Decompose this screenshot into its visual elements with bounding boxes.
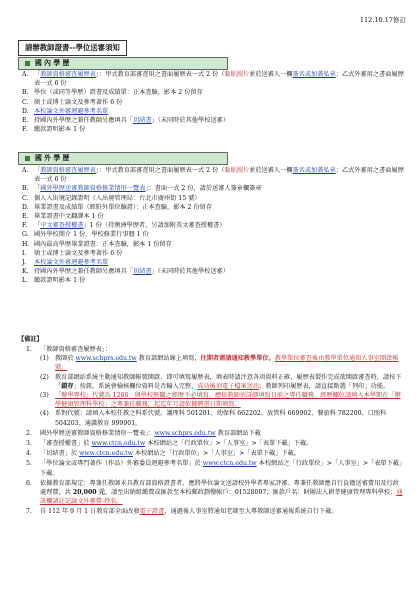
- form-link[interactable]: 簽名或加蓋私章: [292, 71, 336, 78]
- foreign-item: [22, 203, 408, 212]
- domestic-item: [22, 107, 408, 116]
- form-link[interactable]: 切結書: [133, 268, 152, 276]
- foreign-item: [22, 258, 408, 267]
- note-5: 5. 「學位論文或專門著作（作品）外審委員迴避參考名單」於 www.ctcn.edu.tw 本校網站之「行政單位」>「人事室」>「表單下載」下載。: [26, 460, 403, 477]
- note-1-sub-1: (1) 教師於 www.schprs.edu.tw 教育部網站線上填寫，往期者需請通知教學單位。教學單位審查後由教學單位通知人事室開啟帳號。: [40, 355, 399, 372]
- form-link[interactable]: 中文審查授權書: [40, 222, 84, 230]
- item-text: 」1 份（持澳洲學歷者，另請加附英文審查授權書）: [83, 222, 226, 230]
- title-box: [18, 40, 127, 56]
- note-4: 4. 「切結書」於 www.ctcn.edu.tw 本校網站之「行政單位」>「人事室」>「表單下載」下載。: [26, 450, 300, 458]
- form-link[interactable]: 教師資格審查履歷表: [40, 167, 96, 174]
- item-letter: E.: [22, 117, 29, 125]
- foreign-item: [22, 240, 408, 249]
- item-text: ；乙式外審用之書面履歷表一式 6 份: [34, 167, 404, 184]
- foreign-item: [22, 249, 408, 258]
- item-text: 畢業證書中文翻譯本 1 份: [34, 213, 104, 221]
- item-letter: C.: [22, 98, 29, 106]
- domestic-item: [22, 88, 408, 97]
- note-1-sub-3: (3) 「辦學專校」代號為 1286：與學校無關之經歷不必填寫，應依教師須詳細填寫目前之專任職務，經歷欄位請填入本學期在「辦學健康管理科學校」之專兼任職務，起迄年月請依據聘書日期填寫。: [40, 392, 401, 409]
- item-letter: D.: [22, 107, 29, 115]
- schprs-link[interactable]: www.schprs.edu.tw: [75, 355, 137, 363]
- item-text: 黏貼照片: [224, 167, 250, 174]
- item-letter: K.: [22, 268, 29, 276]
- item-text: 繳款證明影本 1 份: [34, 277, 86, 285]
- note-7: 7. 自 112 年 9 月 1 日教育部全面改發電子證書，通過後人事室將通知老師至大專教師送審通報系統自行下載。: [26, 508, 338, 516]
- item-text: 」：甲式教育部審查用之書面履歷表一式 2 份（: [95, 167, 225, 174]
- item-text: 碩士或博士論文及參考著作 6 份: [34, 98, 123, 106]
- item-letter: H.: [22, 240, 30, 248]
- foreign-checklist: [22, 166, 408, 286]
- item-text: 國內最高學歷畢業證書：正本查驗，影本 1 份留存: [34, 240, 172, 248]
- item-text: 「: [34, 71, 41, 78]
- item-letter: F.: [22, 222, 28, 230]
- item-letter: B.: [22, 89, 29, 97]
- item-text: 持國內外學歷之兼任教師另應填具「: [34, 117, 133, 125]
- item-letter: D.: [22, 203, 29, 211]
- item-text: 持國內外學歷之兼任教師另應填具「: [34, 268, 133, 276]
- domestic-item: [22, 98, 408, 107]
- note-1: 1. 「教師資格審查履歷表」： (1) 教師於 www.schprs.edu.tw 教育部網站線上填寫，往期者需請通知教學單位。教學單位審查後由教學單位通知人事室開啟帳號。 (2) 教育部網站系統主動通知教師帳號開啟，即可填寫履歷表，填表時請注意各項資料正確，履歷表製作完成欲開啟審查時，請按下「鎖存」按鈕，系統會檢核欄位資料是否輸入完整，成功後須電子檔案送出；教師列印履歷表，請直接點選「列印」功能。 (3) 「辦學專校」代號為 1286：與學校無關之經歷不必填寫，應依教師須詳細填寫目前之專任職務，經歷欄位請填入本學期在「辦學健康管理科學校」之專兼任職務，起迄年月請依據聘書日期填寫。 (4) 系對代號：請填入本校任教之科系代號。護理科 501201、幼保科 662202、放管科 669902、餐旅科 782200、口照科 504203、通識教育 999901。: [26, 345, 404, 428]
- ctcn-link[interactable]: www.ctcn.edu.tw: [91, 440, 146, 448]
- foreign-item: [22, 194, 408, 203]
- notes-list: [26, 345, 404, 518]
- square-bullet-icon: [25, 61, 30, 66]
- ctcn-link[interactable]: www.ctcn.edu.tw: [202, 460, 257, 468]
- domestic-checklist: [22, 70, 408, 134]
- notes-heading: 【備註】: [18, 336, 43, 343]
- form-link[interactable]: 本校論文外審迴避參考名單: [34, 107, 109, 115]
- item-text: 繳款證明影本 1 份: [34, 126, 86, 134]
- note-1-sub-4: (4) 系對代號：請填入本校任教之科系代號。護理科 501201、幼保科 662202、放管科 669902、餐旅科 782200、口照科 504203、通識教育 999901。: [40, 410, 387, 427]
- item-text: 並於送審人一欄: [249, 71, 293, 78]
- item-letter: C.: [22, 194, 29, 202]
- form-link[interactable]: 本校論文外審迴避參考名單: [34, 259, 109, 267]
- item-text: 」：甲式教育部審查用之書面履歷表一式 2 份（: [95, 71, 225, 78]
- item-text: 黏貼照片: [224, 71, 250, 78]
- item-text: 學位（或同等學歷）證書及成績單：正本查驗，影本 2 份留存: [34, 89, 203, 97]
- item-text: 國外學校簡介 1 份、學校修業行事曆 1 份: [34, 231, 149, 239]
- item-letter: A.: [22, 71, 29, 78]
- item-text: 」（未同時於其他學校送審）: [151, 117, 229, 125]
- note-6: 6. 依據教育部規定：專兼任教師未具教育部資格證書者，應將學位論文送請校外學者專家評審。專兼任教師應自行負擔送審費用及行政處理費，共 20,000 元，請至出納組繳費或匯款至本校郵政劃撥帳戶：01528007；匯款戶名：財團法人耕莘健康管理專科學校；通訊欄請註記論文外審費-姓名。: [26, 479, 403, 506]
- item-text: ；乙式外審用之書面履歷表一式 6 份: [34, 71, 404, 88]
- form-link[interactable]: 國外學歷送審教師資格修業情形一覽表: [40, 185, 146, 193]
- foreign-item: [22, 184, 408, 193]
- item-letter: L.: [22, 277, 29, 285]
- item-text: 」：書面一式 2 份，請於送審人簽章欄簽章: [145, 185, 262, 193]
- page-title: 請辦教師證書--學位送審須知: [18, 40, 127, 56]
- form-link[interactable]: 切結書: [133, 117, 152, 125]
- item-text: 」（未同時於其他學校送審）: [151, 268, 229, 276]
- foreign-item: [22, 230, 408, 239]
- schprs-link[interactable]: www.schprs.edu.tw: [154, 429, 216, 437]
- note-1-sub-2: (2) 教育部網站系統主動通知教師帳號開啟，即可填寫履歷表，填表時請注意各項資料正確，履歷表製作完成欲開啟審查時，請按下「鎖存」按鈕，系統會檢核欄位資料是否輸入完整，成功後須電子檔案送出；教師列印履歷表，請直接點選「列印」功能。: [40, 373, 402, 390]
- note-2: 2. 國外學歷送審教師資格修業情形一覽表」：www.schprs.edu.tw 教育部網站下載: [26, 429, 261, 437]
- foreign-item: [22, 276, 408, 285]
- item-letter: A.: [22, 167, 29, 174]
- domestic-item: [22, 125, 408, 134]
- item-text: 「: [34, 185, 41, 193]
- item-letter: I.: [22, 249, 27, 257]
- item-text: 「: [34, 167, 41, 174]
- form-link[interactable]: 簽名或加蓋私章: [292, 167, 336, 174]
- item-text: 個人入出境記錄證明（入出境管理局：台北市廣州街 15 號）: [34, 194, 201, 202]
- item-letter: G.: [22, 231, 29, 239]
- item-letter: J.: [22, 259, 26, 267]
- domestic-section-heading: 國 內 學 歷: [18, 57, 228, 70]
- note-3: 3. 「審查授權書」於 www.ctcn.edu.tw 本校網站之「行政單位」>「人事室」>「表單下載」下載。: [26, 440, 313, 448]
- revision-date: 112.10.17修訂: [359, 16, 406, 24]
- foreign-item: [22, 267, 408, 276]
- ctcn-link[interactable]: www.ctcn.edu.tw: [79, 450, 133, 458]
- domestic-item: [22, 70, 408, 88]
- foreign-section-heading: 國 外 學 歷: [18, 152, 228, 165]
- item-text: 碩士或博士論文及參考著作 6 份: [34, 249, 123, 257]
- form-link[interactable]: 教師資格審查履歷表: [40, 71, 96, 78]
- item-letter: E.: [22, 213, 29, 221]
- foreign-item: [22, 212, 408, 221]
- note-1-sublist: [40, 354, 404, 428]
- domestic-item: [22, 116, 408, 125]
- foreign-item: [22, 221, 408, 230]
- item-text: 並於送審人一欄: [249, 167, 293, 174]
- item-letter: B.: [22, 185, 29, 193]
- item-text: 畢業證書及成績單（經駐外單位驗證）：正本查驗，影本 2 份留存: [34, 203, 213, 211]
- item-letter: F.: [22, 126, 28, 134]
- item-text: 「: [34, 222, 41, 230]
- square-bullet-icon: [25, 156, 30, 161]
- foreign-item: [22, 166, 408, 184]
